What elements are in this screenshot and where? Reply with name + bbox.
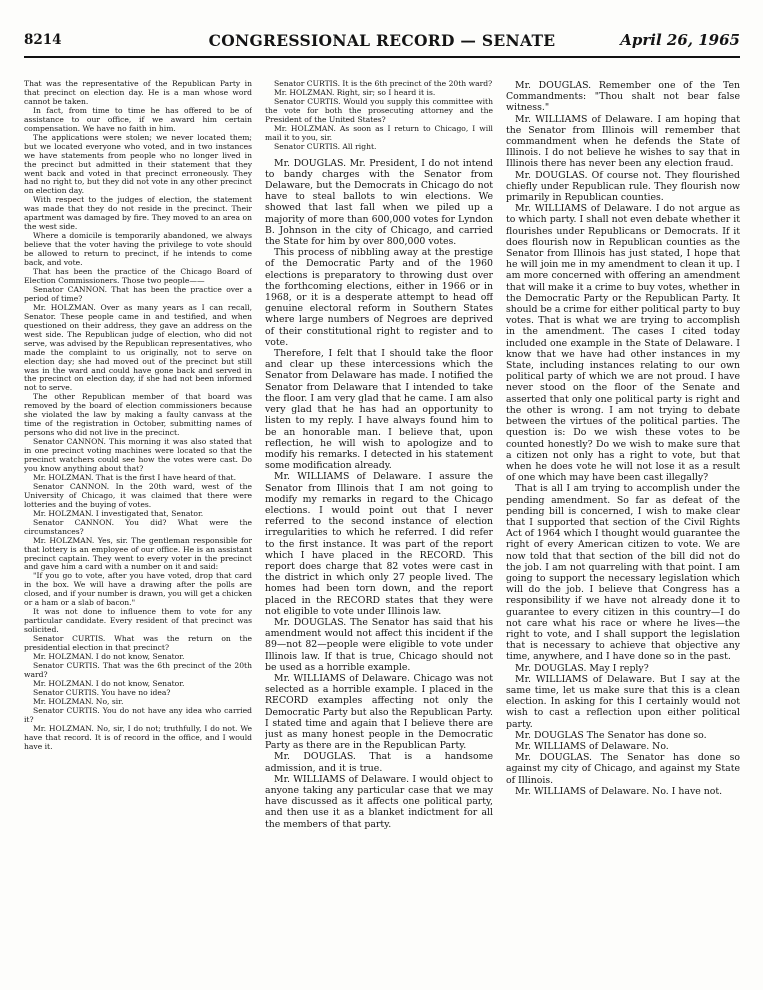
paragraph: Mr. DOUGLAS. Mr. President, I do not intend to bandy charges with the Senator from Delaware, but the Democrats in Chicago do not have to steal ballots to win elections. We showed that last fall when we piled up a majority of more than 600,000 votes for Lyndon B. Johnson in the city of Chicago, and carried the State for him by over 800,000 votes. <box>265 157 493 248</box>
paragraph: Mr. HOLZMAN. I do not know, Senator. <box>33 678 185 688</box>
paragraph: Mr. HOLZMAN. As soon as I return to Chicago, I will mail it to you, sir. <box>265 123 493 142</box>
paragraph: That has been the practice of the Chicago Board of Election Commissioners. Those two people—— <box>24 267 252 285</box>
paragraph: Mr. WILLIAMS of Delaware. No. <box>515 740 669 752</box>
page-date: April 26, 1965 <box>620 31 740 49</box>
paragraph: Mr. HOLZMAN. No, sir, I do not; truthfully, I do not. We have that record. It is of record in the office, and I would have it. <box>24 723 252 751</box>
paragraph: Senator CURTIS. That was the 6th precinct of the 20th ward? <box>24 660 252 679</box>
paragraph: Mr. WILLIAMS of Delaware. I am hoping that the Senator from Illinois will remember that commandment when he defends the State of Illinois. I do not believe he wishes to say that in Illinois there has never been any election fraud. <box>506 113 740 170</box>
paragraph: Mr. DOUGLAS. The Senator has said that his amendment would not affect this incident if the 89—not 82—people were eligible to vote under Illinois law. If that is true, Chicago should not be used as a horrible example. <box>265 616 493 673</box>
paragraph: The other Republican member of that board was removed by the board of election commissioners because she violated the law by making a faulty canvass at the time of the registration in October, submitting names of persons who did not live in the precinct. <box>24 392 252 438</box>
paragraph: In fact, from time to time he has offered to be of assistance to our office, if we award him certain compensation. We have no faith in him. <box>24 105 252 133</box>
text-column-2 <box>265 80 493 970</box>
paragraph: Mr. HOLZMAN. I investigated that, Senator. <box>33 508 204 518</box>
paragraph: Senator CURTIS. Would you supply this committee with the vote for both the prosecuting attorney and the President of the United States? <box>265 96 493 124</box>
paragraph: Mr. WILLIAMS of Delaware. I assure the Senator from Illinois that I am not going to modify my remarks in regard to the Chicago elections. I would point out that I never referred to the second instance of election irregularities to which he referred. I did refer to the first instance. It was part of the report which I have placed in the RECORD. This report does charge that 82 votes were cast in the district in which only 27 people lived. The homes had been torn down, and the report placed in the RECORD states that they were not eligible to vote under Illinois law. <box>265 471 493 617</box>
journal-title: CONGRESSIONAL RECORD — SENATE <box>208 31 556 50</box>
paragraph: It was not done to influence them to vote for any particular candidate. Every resident of that precinct was solicited. <box>24 607 252 635</box>
paragraph: Where a domicile is temporarily abandoned, we always believe that the voter having the privilege to vote should be allowed to return to precinct, if he intends to come back, and vote. <box>24 231 252 268</box>
paragraph: Mr. DOUGLAS. The Senator has done so against my city of Chicago, and against my State of Illinois. <box>506 752 740 786</box>
paragraph: Mr. DOUGLAS The Senator has done so. <box>515 729 707 741</box>
paragraph: Mr. WILLIAMS of Delaware. I do not argue as to which party. I shall not even debate whether it flourishes under Republicans or Democrats. If it does flourish now in Republican counties as the Senator from Illinois has just stated, I hope that he will join me in my amendment to clean it up. I am more concerned with offering an amendment that will make it a crime to buy votes, whether in the Democratic Party or the Republican Party. It should be a crime for either political party to buy votes. That is what we are trying to accomplish in the amendment. The cases I cited today included one example in the State of Delaware. I know that we have had other instances in my State, including instances relating to our own political party of which we are not proud. I have never stood on the floor of the Senate and asserted that only one political party is right and the other is wrong. I am not trying to debate between the virtues of the political parties. The question is: Do we wish these votes to be counted honestly? Do we wish to make sure that a citizen not only has a right to vote, but that when he does vote he will not lose it as a result of one which may have been cast illegally? <box>506 203 740 484</box>
paragraph: Mr. WILLIAMS of Delaware. No. I have not. <box>515 785 723 797</box>
paragraph: Mr. HOLZMAN. That is the first I have heard of that. <box>33 472 236 482</box>
page-header <box>24 30 740 58</box>
paragraph: Mr. WILLIAMS of Delaware. I would object to anyone taking any particular case that we may have discussed as it affects one political party, and then use it as a blanket indictment for all the members of that party. <box>265 773 493 830</box>
paragraph: Mr. DOUGLAS. May I reply? <box>515 662 649 674</box>
paragraph: Senator CURTIS. What was the return on the presidential election in that precinct? <box>24 634 252 653</box>
paragraph: Senator CANNON. That has been the practice over a period of time? <box>24 284 252 303</box>
paragraph: Senator CURTIS. You have no idea? <box>33 687 171 697</box>
paragraph: With respect to the judges of election, the statement was made that they do not reside in the precinct. Their apartment was damaged by fire. They moved to an area on the west side. <box>24 195 252 232</box>
paragraph: Mr. HOLZMAN. Right, sir; so I heard it is. <box>274 87 436 97</box>
paragraph: Mr. HOLZMAN. I do not know, Senator. <box>33 652 185 661</box>
text-column-3 <box>506 80 740 970</box>
paragraph: "If you go to vote, after you have voted, drop that card in the box. We will have a drawing after the polls are closed, and if your number is drawn, you will get a chicken or a ham or a slab of bacon." <box>24 571 252 608</box>
paragraph: Senator CANNON. In the 20th ward, west of the University of Chicago, it was claimed that there were lotteries and the buying of votes. <box>24 481 252 509</box>
paragraph: Mr. HOLZMAN. Yes, sir. The gentleman responsible for that lottery is an employee of our office. He is an assistant precinct captain. They went to every voter in the precinct and gave him a card with a number on it and said: <box>24 535 252 572</box>
paragraph: That is all I am trying to accomplish under the pending amendment. So far as defeat of the pending bill is concerned, I wish to make clear that I supported that section of the Civil Rights Act of 1964 which I thought would guarantee the right of every American citizen to vote. We are now told that that section of the bill did not do the job. I am not quarreling with that point. I am going to support the necessary legislation which will do the job. I believe that Congress has a responsibility if we have not already done it to guarantee to every citizen in this country—I do not care what his race or where he lives—the right to vote, and I shall support the legislation that is necessary to achieve that objective any time, anywhere, and I have done so in the past. <box>506 483 740 663</box>
paragraph: Mr. DOUGLAS. That is a handsome admission, and it is true. <box>265 751 493 774</box>
text-column-1 <box>24 80 252 970</box>
paragraph: Mr. DOUGLAS. Remember one of the Ten Commandments: "Thou shalt not bear false witness." <box>506 80 740 114</box>
paragraph: Mr. HOLZMAN. No, sir. <box>33 696 124 706</box>
paragraph: Therefore, I felt that I should take the floor and clear up these intercessions which the Senator from Delaware has made. I notified the Senator from Delaware that I intended to take the floor. I am very glad that he came. I am also very glad that he has had an opportunity to listen to my reply. I have always found him to be an honorable man. I believe that, upon reflection, he will wish to apologize and to modify his remarks. I detected in his statement some modification already. <box>265 348 493 472</box>
paragraph: Mr. DOUGLAS. Of course not. They flourished chiefly under Republican rule. They flourish now primarily in Republican counties. <box>506 169 740 204</box>
page-number: 8214 <box>24 32 62 48</box>
paragraph: Senator CURTIS. All right. <box>274 141 377 151</box>
paragraph: Mr. WILLIAMS of Delaware. But I say at the same time, let us make sure that this is a clean election. In asking for this I certainly would not wish to cast a reflection upon either political party. <box>506 673 740 730</box>
paragraph: Senator CANNON. This morning it was also stated that in one precinct voting machines were located so that the precinct watchers could see how the votes were cast. Do you know anything about that? <box>24 437 252 473</box>
paragraph: That was the representative of the Republican Party in that precinct on election day. He is a man whose word cannot be taken. <box>24 80 252 106</box>
paragraph: Senator CURTIS. You do not have any idea who carried it? <box>24 705 252 724</box>
paragraph: This process of nibbling away at the prestige of the Democratic Party and of the 1960 elections is preparatory to throwing dust over the forthcoming elections, either in 1966 or in 1968, or it is a desperate attempt to head off genuine electoral reform in Southern States where large numbers of Negroes are deprived of their constitutional right to register and to vote. <box>265 247 493 348</box>
paragraph: Senator CANNON. You did? What were the circumstances? <box>24 517 252 536</box>
paragraph: Mr. HOLZMAN. Over as many years as I can recall, Senator. These people came in and testified, and when questioned on their address, they gave an address on the west side. The Republican judge of election, who did not serve, was advised by the Republican representatives, who made the complaint to us originally, not to serve on election day; she had moved out of the precinct but still was in the ward and could have gone back and served in the precinct on election day, if she had not been informed not to serve. <box>24 302 252 393</box>
paragraph: Mr. WILLIAMS of Delaware. Chicago was not selected as a horrible example. I placed in the RECORD examples affecting not only the Democratic Party but also the Republican Party. I stated time and again that I believe there are just as many honest people in the Democratic Party as there are in the Republican Party. <box>265 672 493 752</box>
paragraph: The applications were stolen; we never located them; but we located everyone who voted, and in two instances we have statements from people who no longer lived in the precinct but admitted in their statement that they went back and voted in that precinct erroneously. They had no right to, but they did not vote in any other precinct on election day. <box>24 132 252 196</box>
paragraph: Senator CURTIS. It is the 6th precinct of the 20th ward? <box>274 80 493 88</box>
